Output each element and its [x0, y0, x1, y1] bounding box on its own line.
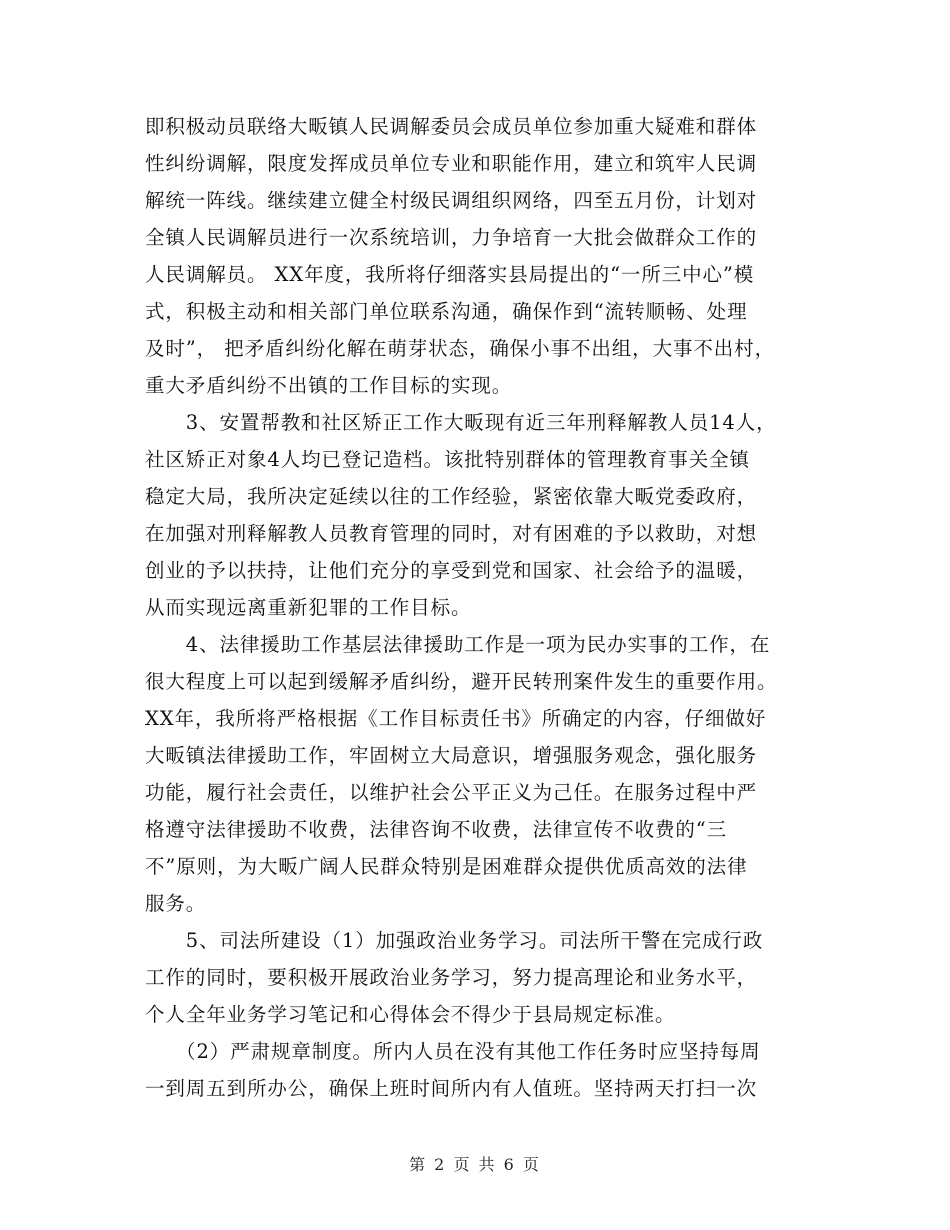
- text-line: 个人全年业务学习笔记和心得体会不得少于县局规定标准。: [145, 1003, 676, 1026]
- text-line: 即积极动员联络大畈镇人民调解委员会成员单位参加重大疑难和群体: [145, 115, 758, 138]
- text-line: 5、司法所建设（1）加强政治业务学习。司法所干警在完成行政: [145, 929, 764, 952]
- page-footer: 第 2 页 共 6 页: [409, 1155, 541, 1174]
- body-text: [145, 108, 815, 1107]
- text-line: XX年，我所将严格根据《工作目标责任书》所确定的内容，仔细做好: [145, 707, 767, 730]
- text-line: 格遵守法律援助不收费，法律咨询不收费，法律宣传不收费的“三: [145, 818, 728, 841]
- text-line: 及时”， 把矛盾纠纷化解在萌芽状态，确保小事不出组，大事不出村，: [145, 337, 775, 360]
- text-line: 一到周五到所办公，确保上班时间所内有人值班。坚持两天打扫一次: [145, 1077, 758, 1100]
- text-line: 稳定大局，我所决定延续以往的工作经验，紧密依靠大畈党委政府，: [145, 485, 758, 508]
- text-line: 4、法律援助工作基层法律援助工作是一项为民办实事的工作，在: [145, 633, 771, 656]
- text-line: 功能，履行社会责任，以维护社会公平正义为己任。在服务过程中严: [145, 781, 758, 804]
- text-line: 式，积极主动和相关部门单位联系沟通，确保作到“流转顺畅、处理: [145, 300, 748, 323]
- text-line: 很大程度上可以起到缓解矛盾纠纷，避开民转刑案件发生的重要作用。: [145, 670, 778, 693]
- text-line: 性纠纷调解，限度发挥成员单位专业和职能作用，建立和筑牢人民调: [145, 152, 758, 175]
- text-line: 工作的同时，要积极开展政治业务学习，努力提高理论和业务水平，: [145, 966, 758, 989]
- text-line: 从而实现远离重新犯罪的工作目标。: [145, 596, 472, 619]
- text-line: 服务。: [145, 892, 207, 915]
- text-line: 人民调解员。 XX年度，我所将仔细落实县局提出的“一所三中心”模: [145, 263, 755, 286]
- text-line: 不”原则，为大畈广阔人民群众特别是困难群众提供优质高效的法律: [145, 855, 748, 878]
- text-line: 全镇人民调解员进行一次系统培训，力争培育一大批会做群众工作的: [145, 226, 758, 249]
- text-line: 解统一阵线。继续建立健全村级民调组织网络，四至五月份，计划对: [145, 189, 758, 212]
- text-line: 3、安置帮教和社区矫正工作大畈现有近三年刑释解教人员14人，: [145, 411, 777, 434]
- text-line: 创业的予以扶持，让他们充分的享受到党和国家、社会给予的温暖，: [145, 559, 758, 582]
- text-line: （2）严肃规章制度。所内人员在没有其他工作任务时应坚持每周: [145, 1040, 761, 1063]
- text-line: 社区矫正对象4人均已登记造档。该批特别群体的管理教育事关全镇: [145, 448, 750, 471]
- text-line: 大畈镇法律援助工作，牢固树立大局意识，增强服务观念，强化服务: [145, 744, 758, 767]
- text-line: 重大矛盾纠纷不出镇的工作目标的实现。: [145, 374, 513, 397]
- text-line: 在加强对刑释解教人员教育管理的同时，对有困难的予以救助，对想: [145, 522, 758, 545]
